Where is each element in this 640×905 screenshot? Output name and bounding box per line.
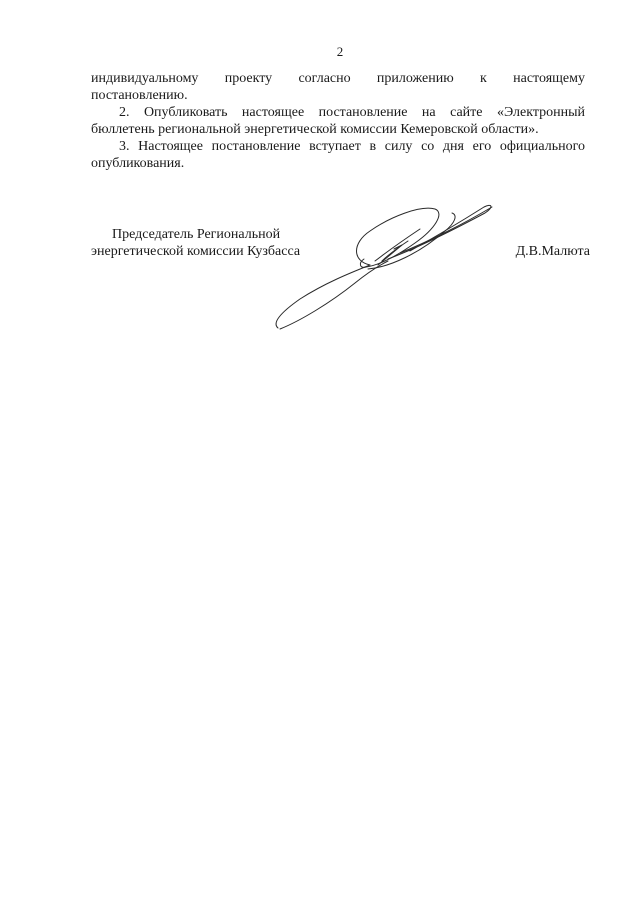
word: приложению xyxy=(376,71,454,86)
handwritten-signature xyxy=(270,195,510,335)
page-number: 2 xyxy=(336,44,344,59)
paragraph-3: 3. Настоящее постановление вступает в силу со дня его официального опубликования. xyxy=(91,139,585,171)
document-body xyxy=(91,70,585,172)
signatory-title-line-2: энергетической комиссии Кузбасса xyxy=(91,244,301,259)
signatory-name: Д.В.Малюта xyxy=(515,244,590,259)
word: настоящему xyxy=(513,71,585,86)
word: согласно xyxy=(298,71,351,86)
paragraph-1-line-2: постановлению. xyxy=(91,88,188,103)
paragraph-2: 2. Опубликовать настоящее постановление на сайте «Электронный бюллетень региональной энергетической комиссии Кемеровской области». xyxy=(91,105,585,137)
signatory-title-line-1: Председатель Региональной xyxy=(112,227,281,242)
word: индивидуальному xyxy=(91,71,199,86)
word: проекту xyxy=(224,71,273,86)
word: к xyxy=(480,71,487,86)
paragraph-1-line-1 xyxy=(91,70,585,87)
